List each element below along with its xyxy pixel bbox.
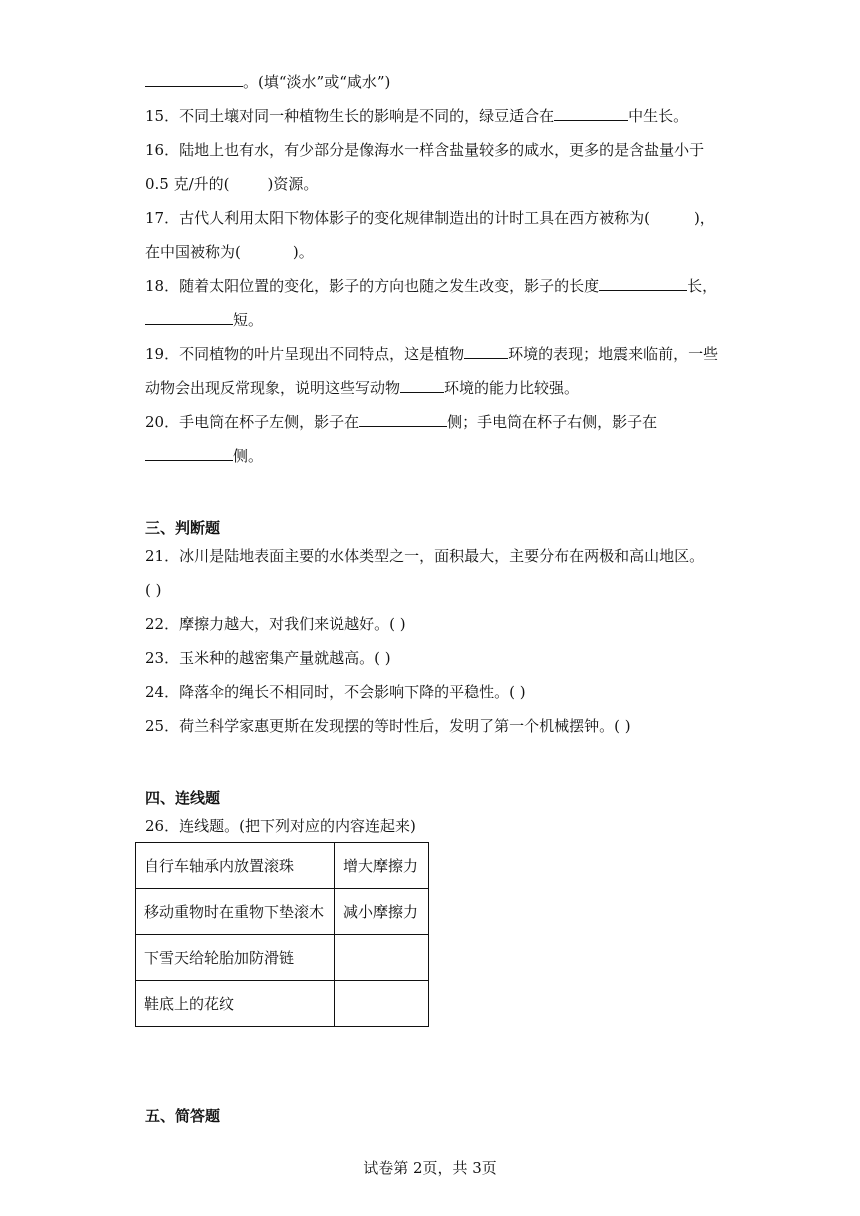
right-item[interactable]: 增大摩擦力: [335, 843, 429, 889]
question-text: 连线题。(把下列对应的内容连起来): [179, 817, 416, 835]
answer-blank[interactable]: [599, 277, 687, 291]
question-number: 21．: [145, 547, 180, 565]
question-number: 25．: [145, 717, 180, 735]
table-row: [136, 889, 429, 935]
answer-blank[interactable]: [145, 447, 233, 461]
question-text: 古代人利用太阳下物体影子的变化规律制造出的计时工具在西方被称为(: [179, 209, 650, 227]
left-item[interactable]: 鞋底上的花纹: [136, 981, 335, 1027]
empty-cell: [335, 981, 429, 1027]
empty-cell: [335, 935, 429, 981]
question-number: 19．: [145, 345, 180, 363]
question-text: 短。: [233, 311, 264, 329]
question-22[interactable]: [145, 614, 406, 634]
question-text: 在中国被称为(: [145, 243, 241, 261]
question-number: 22．: [145, 615, 180, 633]
question-15: [145, 106, 688, 126]
question-text: )，: [693, 209, 715, 227]
question-19-line-1: [145, 344, 718, 364]
question-text: 侧。: [233, 447, 264, 465]
right-item[interactable]: 减小摩擦力: [335, 889, 429, 935]
question-text: 冰川是陆地表面主要的水体类型之一，面积最大，主要分布在两极和高山地区。: [179, 547, 705, 565]
section-title-matching: 四、连线题: [145, 789, 221, 807]
question-number: 20．: [145, 413, 180, 431]
matching-table: [135, 842, 429, 1027]
question-17-line-1: [145, 208, 715, 228]
answer-blank[interactable]: [145, 311, 233, 325]
section-title-judgement: 三、判断题: [145, 519, 221, 537]
question-text: 动物会出现反常现象，说明这些写动物: [145, 379, 401, 397]
question-18-line-1: [145, 276, 717, 296]
question-19-line-2: [145, 378, 579, 398]
question-text: 玉米种的越密集产量就越高。( ): [179, 649, 391, 667]
question-text: 随着太阳位置的变化，影子的方向也随之发生改变，影子的长度: [179, 277, 600, 295]
left-item[interactable]: 下雪天给轮胎加防滑链: [136, 935, 335, 981]
question-21-line-2[interactable]: [145, 580, 161, 600]
question-number: 23．: [145, 649, 180, 667]
question-text: 陆地上也有水，有少部分是像海水一样含盐量较多的咸水，更多的是含盐量小于: [179, 141, 705, 159]
answer-blank[interactable]: [400, 379, 444, 393]
question-text: 长，: [687, 277, 718, 295]
question-number: 15．: [145, 107, 180, 125]
q14-tail-line: [145, 72, 390, 92]
table-row: [136, 935, 429, 981]
question-24[interactable]: [145, 682, 526, 702]
question-text: )。: [292, 243, 314, 261]
question-text: 0.5 克/升的(: [145, 175, 230, 193]
question-text: )资源。: [267, 175, 319, 193]
question-number: 16．: [145, 141, 180, 159]
question-text: 侧；手电筒在杯子右侧，影子在: [447, 413, 658, 431]
question-text: 环境的表现；地震来临前，一些: [508, 345, 719, 363]
question-17-line-2: [145, 242, 314, 262]
question-text: 降落伞的绳长不相同时，不会影响下降的平稳性。( ): [179, 683, 526, 701]
table-row: [136, 981, 429, 1027]
page-footer: 试卷第 2页，共 3页: [363, 1159, 497, 1177]
answer-blank[interactable]: [359, 413, 447, 427]
question-26: [145, 816, 416, 836]
question-text: 不同土壤对同一种植物生长的影响是不同的，绿豆适合在: [179, 107, 555, 125]
question-number: 26．: [145, 817, 180, 835]
question-20-line-2: [145, 446, 263, 466]
question-text: 荷兰科学家惠更斯在发现摆的等时性后，发明了第一个机械摆钟。( ): [179, 717, 631, 735]
question-23[interactable]: [145, 648, 391, 668]
answer-blank[interactable]: [554, 107, 628, 121]
answer-paren[interactable]: ( ): [145, 581, 162, 599]
left-item[interactable]: 自行车轴承内放置滚珠: [136, 843, 335, 889]
left-item[interactable]: 移动重物时在重物下垫滚木: [136, 889, 335, 935]
question-number: 18．: [145, 277, 180, 295]
question-number: 24．: [145, 683, 180, 701]
question-20-line-1: [145, 412, 657, 432]
q14-tail-text: 。(填“淡水”或“咸水”): [243, 73, 391, 91]
question-16-line-2: [145, 174, 318, 194]
question-text: 不同植物的叶片呈现出不同特点，这是植物: [179, 345, 465, 363]
question-text: 摩擦力越大，对我们来说越好。( ): [179, 615, 406, 633]
question-21-line-1: [145, 546, 704, 566]
question-number: 17．: [145, 209, 180, 227]
question-25[interactable]: [145, 716, 631, 736]
question-text: 环境的能力比较强。: [444, 379, 580, 397]
section-title-short-answer: 五、简答题: [145, 1107, 221, 1125]
question-text: 手电筒在杯子左侧，影子在: [179, 413, 360, 431]
question-16-line-1: [145, 140, 704, 160]
answer-blank[interactable]: [464, 345, 508, 359]
table-row: [136, 843, 429, 889]
question-18-line-2: [145, 310, 263, 330]
question-text: 中生长。: [628, 107, 689, 125]
answer-blank[interactable]: [145, 73, 243, 87]
